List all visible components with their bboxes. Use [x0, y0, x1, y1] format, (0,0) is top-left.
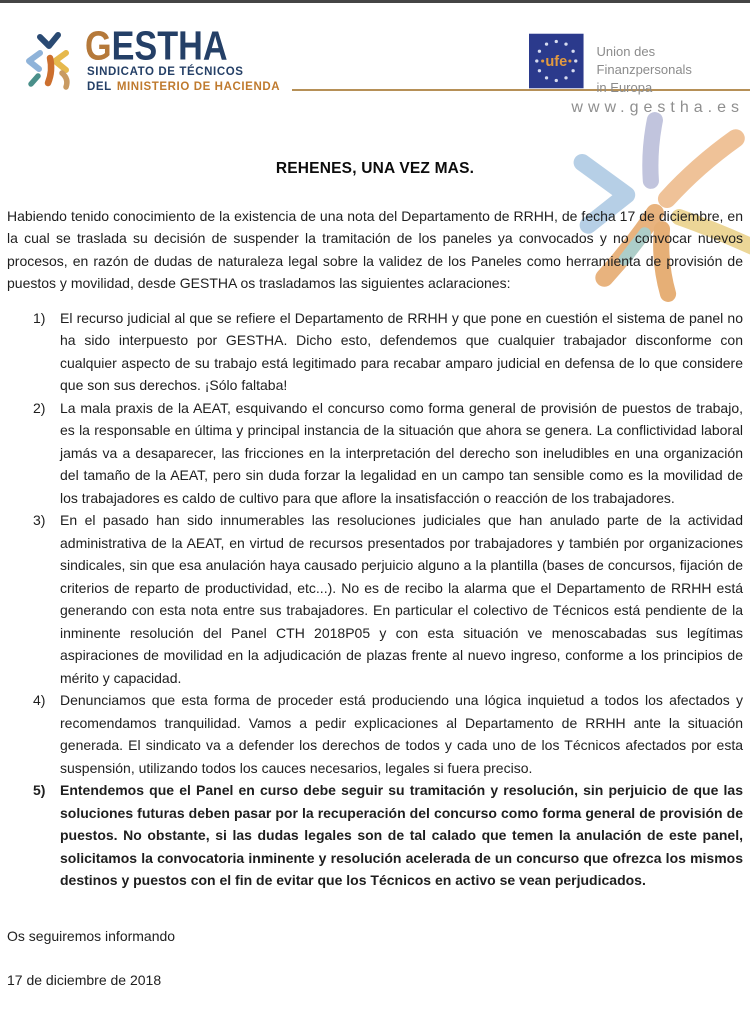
item-text: La mala praxis de la AEAT, esquivando el concurso como forma general de provisión de puestos de trabajo, es la responsable en última y principal instancia de la situación que ahora se genera. La conflictividad laboral jamás va a desaparecer, las fricciones en la interpretación del derecho son ineludibles en una organización del tamaño de la AEAT, pero sin duda forzar la legalidad en un campo tan sensible como es la movilidad de los trabajadores es caldo de cultivo para que aflore la insatisfacción o reacción de los trabajadores.: [60, 399, 743, 506]
closing-paragraph: Os seguiremos informando: [7, 927, 176, 944]
gestha-subtitle-2-del: DEL: [87, 81, 112, 93]
item-number: 5): [33, 782, 46, 798]
list-item-3: [7, 509, 743, 689]
ufe-logo-icon: [529, 33, 584, 89]
document-body: [7, 158, 743, 992]
date-text: 17 de diciembre de 2018: [7, 972, 162, 988]
ufe-acronym-text: ufe: [545, 53, 568, 70]
item-number: 3): [33, 512, 46, 528]
list-item-4: [7, 689, 743, 779]
ufe-caption: [597, 33, 750, 98]
numbered-list: [7, 307, 743, 892]
gestha-wordmark-initial: G: [85, 22, 112, 69]
gestha-subtitle-2-ministerio: MINISTERIO DE HACIENDA: [116, 81, 281, 93]
ufe-caption-line2: in Europa: [596, 80, 653, 96]
website-url: www.gestha.es: [571, 99, 744, 116]
gestha-subtitle-1: SINDICATO DE TÉCNICOS: [87, 66, 244, 78]
list-item-2: [7, 397, 743, 510]
document-title: REHENES, UNA VEZ MAS.: [275, 160, 475, 177]
intro-paragraph: Habiendo tenido conocimiento de la existencia de una nota del Departamento de RRHH, de fecha 17 de diciembre, en la cual se traslada su decisión de suspender la tramitación de los paneles ya convocados y no convocar nuevos procesos, en razón de dudas de naturaleza legal sobre la validez de los Paneles como herramienta de provisión de puestos y movilidad, desde GESTHA os trasladamos las siguientes aclaraciones:: [7, 207, 743, 291]
item-number: 4): [33, 692, 46, 708]
ufe-logo-block: [529, 33, 750, 98]
list-item-5: [7, 779, 743, 892]
item-number: 2): [33, 399, 46, 416]
item-text: En el pasado han sido innumerables las resoluciones judiciales que han anulado parte de la actividad administrativa de la AEAT, en virtud de recursos presentados por trabajadores y también por organizaciones sindicales, sin que esa anulación haya causado perjuicio alguno a la plantilla (bases de concursos, fijación de criterios de reparto de productividad, etc...). No es de recibo la alarma que el Departamento de RRHH está generando con esta nota entre sus trabajadores. En particular el colectivo de Técnicos está pendiente de la inminente resolución del Panel CTH 2018P05 y con esta situación ve menoscabadas sus legítimas aspiraciones de movilidad en la adjudicación de plazas frente al nuevo ingreso, conforme a los principios de mérito y capacidad.: [60, 512, 743, 686]
gestha-wordmark-rest: ESTHA: [111, 22, 228, 69]
item-number: 1): [33, 309, 46, 326]
top-scan-edge: [0, 0, 750, 3]
gestha-wordmark: [85, 22, 228, 69]
ufe-caption-line1: Union des Finanzpersonals: [596, 44, 692, 78]
item-text: El recurso judicial al que se refiere el Departamento de RRHH y que pone en cuestión el sistema de panel no ha sido interpuesto por GESTHA. Dicho esto, defendemos que cualquier trabajador disconforme con cualquier aspecto de su trabajo está legitimado para recabar amparo judicial en defensa de lo que considere que son sus derechos. ¡Sólo faltaba!: [60, 309, 743, 393]
item-text: Denunciamos que esta forma de proceder está produciendo una lógica inquietud a todos los afectados y recomendamos tranquilidad. Vamos a pedir explicaciones al Departamento de RRHH ante la situación generada. El sindicato va a defender los derechos de todos y cada uno de los Técnicos afectados por esta suspensión, utilizando todos los cauces necesarios, legales si fuera preciso.: [60, 692, 743, 776]
item-text: Entendemos que el Panel en curso debe seguir su tramitación y resolución, sin perjuicio de que las soluciones futuras deben pasar por la recuperación del concurso como forma general de provisión de puestos. No obstante, si las dudas legales son de tal calado que temen la anulación de este panel, solicitamos la convocatoria inminente y resolución acelerada de un concurso que ofrezca los mismos destinos y puestos con el fin de evitar que los Técnicos en activo se vean perjudicados.: [60, 782, 743, 888]
gestha-star-icon: [22, 30, 82, 92]
list-item-1: [7, 307, 743, 397]
